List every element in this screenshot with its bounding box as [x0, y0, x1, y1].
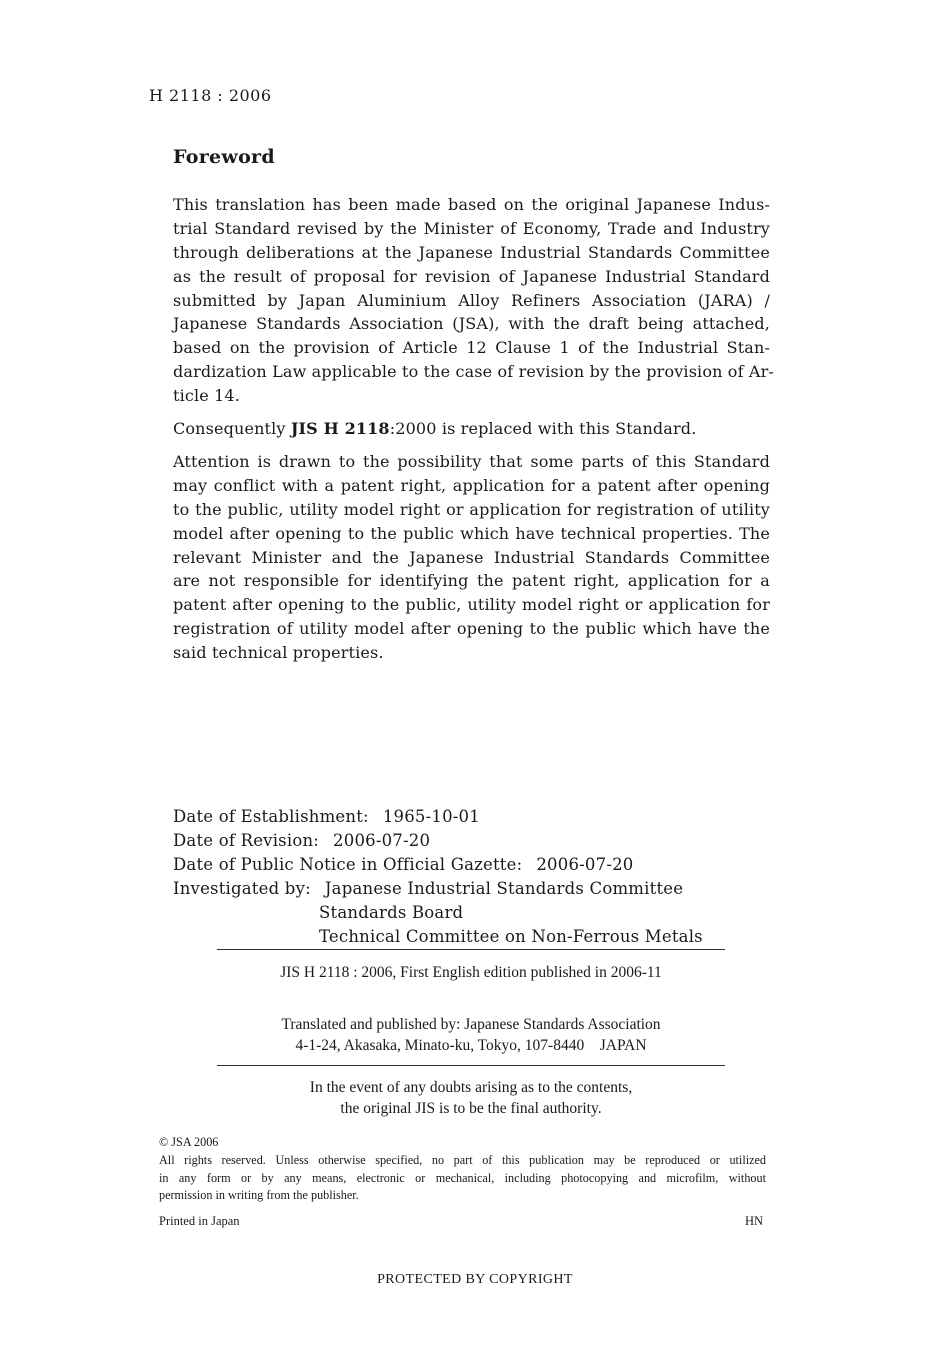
copyright-notice: © JSA 2006: [159, 1135, 219, 1149]
date-info-block: [173, 805, 703, 949]
paragraph-line: based on the provision of Article 12 Clause 1 of the Industrial Stan-: [173, 338, 770, 358]
paragraph-line: Japanese Standards Association (JSA), with the draft being attached,: [173, 314, 770, 334]
edition-note: JIS H 2118 : 2006, First English edition published in 2006-11: [280, 964, 662, 981]
divider: [217, 1065, 725, 1066]
paragraph-line: are not responsible for identifying the patent right, application for a: [173, 571, 770, 591]
paragraph-line: as the result of proposal for revision of Japanese Industrial Standard: [173, 266, 770, 286]
printer-code: HN: [745, 1214, 764, 1228]
public-notice-label: Date of Public Notice in Official Gazette:: [173, 855, 523, 874]
paragraph-line: said technical properties.: [173, 643, 384, 663]
paragraph-line: patent after opening to the public, utility model right or application for: [173, 595, 770, 615]
revision-row: [173, 829, 703, 853]
investigated-value: Technical Committee on Non-Ferrous Metals: [319, 927, 703, 946]
paragraph-line: This translation has been made based on the original Japanese Indus-: [173, 195, 770, 214]
paragraph-suffix: :2000 is replaced with this Standard.: [389, 419, 697, 438]
paragraph-line: model after opening to the public which have technical properties. The: [173, 523, 770, 543]
paragraph-line: [173, 417, 770, 441]
investigated-value: Japanese Industrial Standards Committee: [324, 879, 684, 898]
copyright-line: All rights reserved. Unless otherwise specified, no part of this publication may be reproduced or utilized: [159, 1153, 766, 1168]
copyright-block: [159, 1134, 766, 1205]
copyright-line: in any form or by any means, electronic or mechanical, including photocopying and microfilm, without: [159, 1170, 766, 1185]
establishment-row: [173, 805, 703, 829]
copyright-line: permission in writing from the publisher.: [159, 1188, 359, 1203]
public-notice-row: [173, 853, 703, 877]
investigated-label: Investigated by:: [173, 879, 311, 898]
paragraph-line: trial Standard revised by the Minister of Economy, Trade and Industry: [173, 218, 770, 238]
foreword-paragraph-1: [173, 193, 774, 408]
foreword-paragraph-3: [173, 450, 770, 665]
authority-note: In the event of any doubts arising as to the contents,: [309, 1079, 633, 1096]
foreword-paragraph-2: [173, 417, 770, 441]
investigated-row: [173, 901, 703, 925]
paragraph-line: registration of utility model after opening to the public which have the: [173, 619, 770, 639]
paragraph-line: may conflict with a patent right, application for a patent after opening: [173, 475, 770, 495]
publisher-line: Translated and published by: Japanese Standards Association: [281, 1016, 661, 1033]
authority-note: the original JIS is to be the final authority.: [340, 1100, 602, 1117]
standard-reference: JIS H 2118: [290, 419, 390, 438]
page-title: Foreword: [173, 146, 275, 168]
paragraph-line: through deliberations at the Japanese Industrial Standards Committee: [173, 242, 770, 262]
paragraph-line: relevant Minister and the Japanese Industrial Standards Committee: [173, 547, 770, 567]
paragraph-line: dardization Law applicable to the case of revision by the provision of Ar-: [173, 362, 774, 382]
revision-label: Date of Revision:: [173, 831, 320, 850]
investigated-row: [173, 877, 703, 901]
investigated-row: [173, 925, 703, 949]
paragraph-prefix: Consequently: [173, 419, 291, 438]
investigated-value: Standards Board: [319, 903, 464, 922]
document-id: H 2118 : 2006: [149, 86, 272, 105]
protected-notice: PROTECTED BY COPYRIGHT: [377, 1272, 573, 1287]
paragraph-line: submitted by Japan Aluminium Alloy Refiners Association (JARA) /: [173, 290, 770, 310]
paragraph-line: ticle 14.: [173, 386, 240, 406]
publisher-address: 4-1-24, Akasaka, Minato-ku, Tokyo, 107-8440 JAPAN: [295, 1037, 647, 1054]
public-notice-value: 2006-07-20: [536, 855, 634, 874]
establishment-label: Date of Establishment:: [173, 807, 369, 826]
divider: [217, 949, 725, 950]
printed-in: Printed in Japan: [159, 1214, 240, 1228]
revision-value: 2006-07-20: [333, 831, 431, 850]
paragraph-line: to the public, utility model right or application for registration of utility: [173, 499, 770, 519]
paragraph-line: Attention is drawn to the possibility that some parts of this Standard: [173, 452, 770, 471]
establishment-value: 1965-10-01: [382, 807, 480, 826]
